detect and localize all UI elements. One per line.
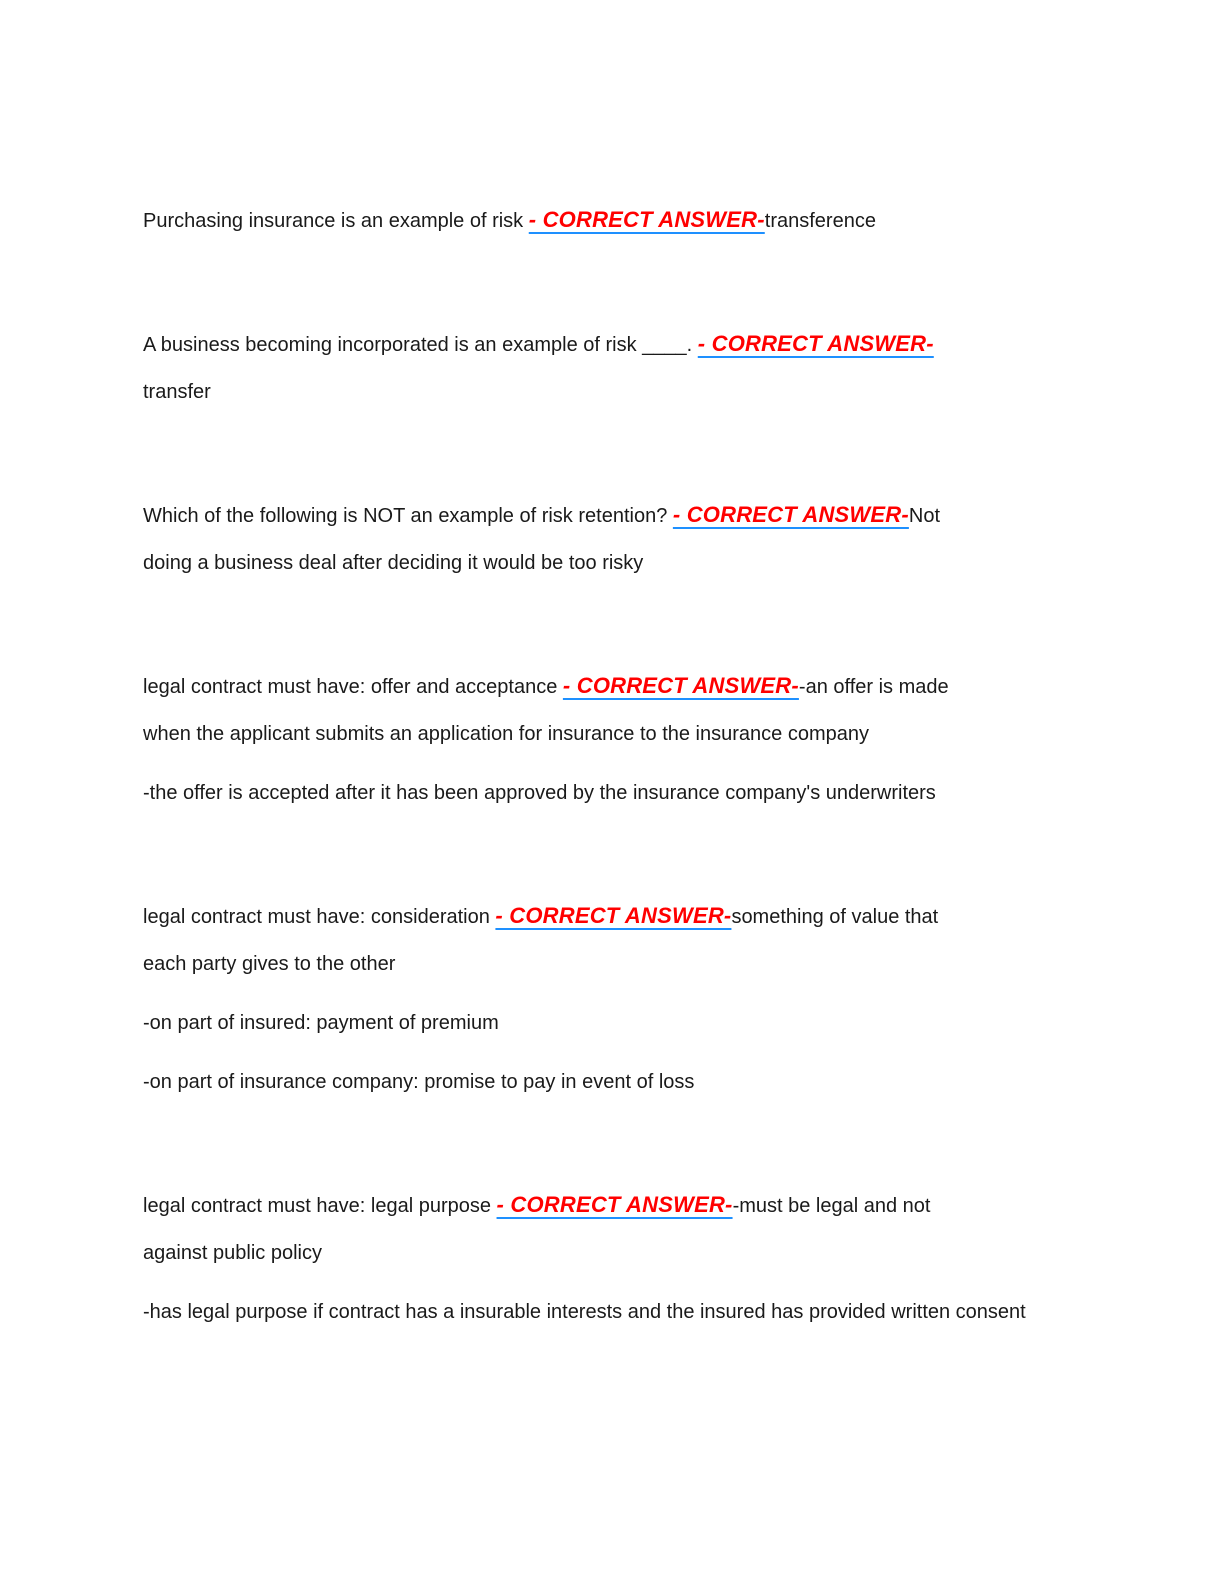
correct-answer-marker: - CORRECT ANSWER- [528, 207, 765, 232]
question-line [143, 320, 1043, 369]
question-line [143, 1181, 1043, 1230]
correct-answer-marker: - CORRECT ANSWER- [697, 331, 934, 356]
question-text: legal contract must have: consideration [143, 906, 496, 928]
qa-item [143, 196, 1043, 245]
qa-item [143, 320, 1043, 416]
answer-continuation: against public policy [143, 1242, 322, 1264]
question-line [143, 491, 1043, 540]
qa-list [143, 196, 1043, 1411]
answer-continuation: when the applicant submits an application for insurance to the insurance company [143, 723, 869, 745]
question-text: legal contract must have: offer and acceptance [143, 676, 563, 698]
answer-detail: -on part of insured: payment of premium [143, 1012, 499, 1034]
answer-detail: -has legal purpose if contract has a insurable interests and the insured has provided written consent [143, 1301, 1026, 1323]
answer-continuation: transfer [143, 381, 211, 403]
question-text: Which of the following is NOT an example of risk retention? [143, 505, 673, 527]
answer-text: something of value that [731, 906, 939, 928]
answer-text: Not [908, 505, 941, 527]
qa-item [143, 662, 1043, 817]
question-text: legal contract must have: legal purpose [143, 1195, 497, 1217]
correct-answer-marker: - CORRECT ANSWER- [496, 1192, 733, 1217]
answer-detail: -the offer is accepted after it has been approved by the insurance company's underwriters [143, 782, 936, 804]
question-line [143, 892, 1043, 941]
question-text: Purchasing insurance is an example of risk [143, 210, 529, 232]
question-line [143, 196, 1043, 245]
qa-item [143, 892, 1043, 1106]
question-line [143, 662, 1043, 711]
answer-text: transference [764, 210, 876, 232]
answer-continuation: each party gives to the other [143, 953, 396, 975]
answer-text: -an offer is made [798, 676, 949, 698]
correct-answer-marker: - CORRECT ANSWER- [562, 673, 799, 698]
answer-text: -must be legal and not [732, 1195, 931, 1217]
correct-answer-marker: - CORRECT ANSWER- [672, 502, 909, 527]
qa-item [143, 491, 1043, 587]
correct-answer-marker: - CORRECT ANSWER- [495, 903, 732, 928]
answer-continuation: doing a business deal after deciding it would be too risky [143, 552, 644, 574]
question-text: A business becoming incorporated is an example of risk ____. [143, 334, 698, 356]
answer-detail: -on part of insurance company: promise to pay in event of loss [143, 1071, 695, 1093]
qa-item [143, 1181, 1043, 1336]
